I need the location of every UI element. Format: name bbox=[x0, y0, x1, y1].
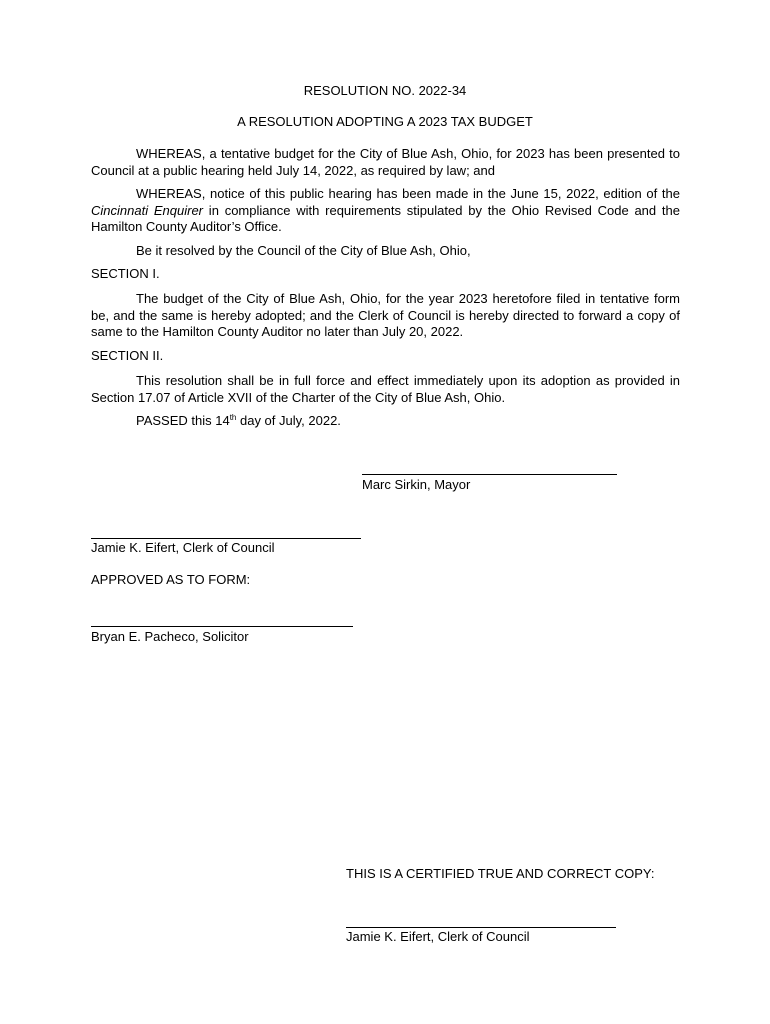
whereas-1-text: WHEREAS, a tentative budget for the City of Blue Ash, Ohio, for 2023 has been presented to Council at a public hearing held July 14, 2022, as required by law; and bbox=[91, 146, 680, 178]
approved-as-to-form: APPROVED AS TO FORM: bbox=[91, 572, 251, 587]
clerk-signature-line bbox=[91, 538, 361, 539]
passed-text-before: PASSED this 14 bbox=[136, 413, 230, 428]
section-2-text: This resolution shall be in full force and effect immediately upon its adoption as provided in Section 17.07 of Article XVII of the Charter of the City of Blue Ash, Ohio. bbox=[91, 373, 680, 405]
resolution-number: RESOLUTION NO. 2022-34 bbox=[303, 83, 467, 98]
certification-clerk-name: Jamie K. Eifert, Clerk of Council bbox=[346, 929, 530, 944]
section-1-paragraph bbox=[91, 291, 680, 341]
whereas-paragraph-2 bbox=[91, 186, 680, 236]
clerk-name: Jamie K. Eifert, Clerk of Council bbox=[91, 540, 275, 555]
solicitor-signature-line bbox=[91, 626, 353, 627]
section-2-paragraph bbox=[91, 373, 680, 406]
resolved-clause: Be it resolved by the Council of the City of Blue Ash, Ohio, bbox=[136, 243, 471, 258]
mayor-signature-line bbox=[362, 474, 617, 475]
whereas-paragraph-1 bbox=[91, 146, 680, 179]
section-2-heading: SECTION II. bbox=[91, 348, 164, 363]
whereas-2-text-after: in compliance with requirements stipulated by the Ohio Revised Code and the Hamilton County Auditor’s Office. bbox=[91, 202, 680, 234]
solicitor-name: Bryan E. Pacheco, Solicitor bbox=[91, 629, 249, 644]
resolution-title: A RESOLUTION ADOPTING A 2023 TAX BUDGET bbox=[237, 114, 533, 129]
passed-line bbox=[136, 413, 341, 429]
newspaper-name: Cincinnati Enquirer bbox=[91, 202, 204, 218]
certification-statement: THIS IS A CERTIFIED TRUE AND CORRECT COPY: bbox=[346, 866, 655, 881]
section-1-heading: SECTION I. bbox=[91, 266, 160, 281]
whereas-2-text-before: WHEREAS, notice of this public hearing has been made in the June 15, 2022, edition of the bbox=[136, 186, 680, 201]
certification-signature-line bbox=[346, 927, 616, 928]
passed-text-after: day of July, 2022. bbox=[236, 413, 341, 428]
passed-superscript: th bbox=[229, 413, 237, 422]
mayor-name: Marc Sirkin, Mayor bbox=[362, 477, 471, 492]
section-1-text: The budget of the City of Blue Ash, Ohio, for the year 2023 heretofore filed in tentative form be, and the same is hereby adopted; and the Clerk of Council is hereby directed to forward a copy of same to the Hamilton County Auditor no later than July 20, 2022. bbox=[91, 291, 680, 339]
